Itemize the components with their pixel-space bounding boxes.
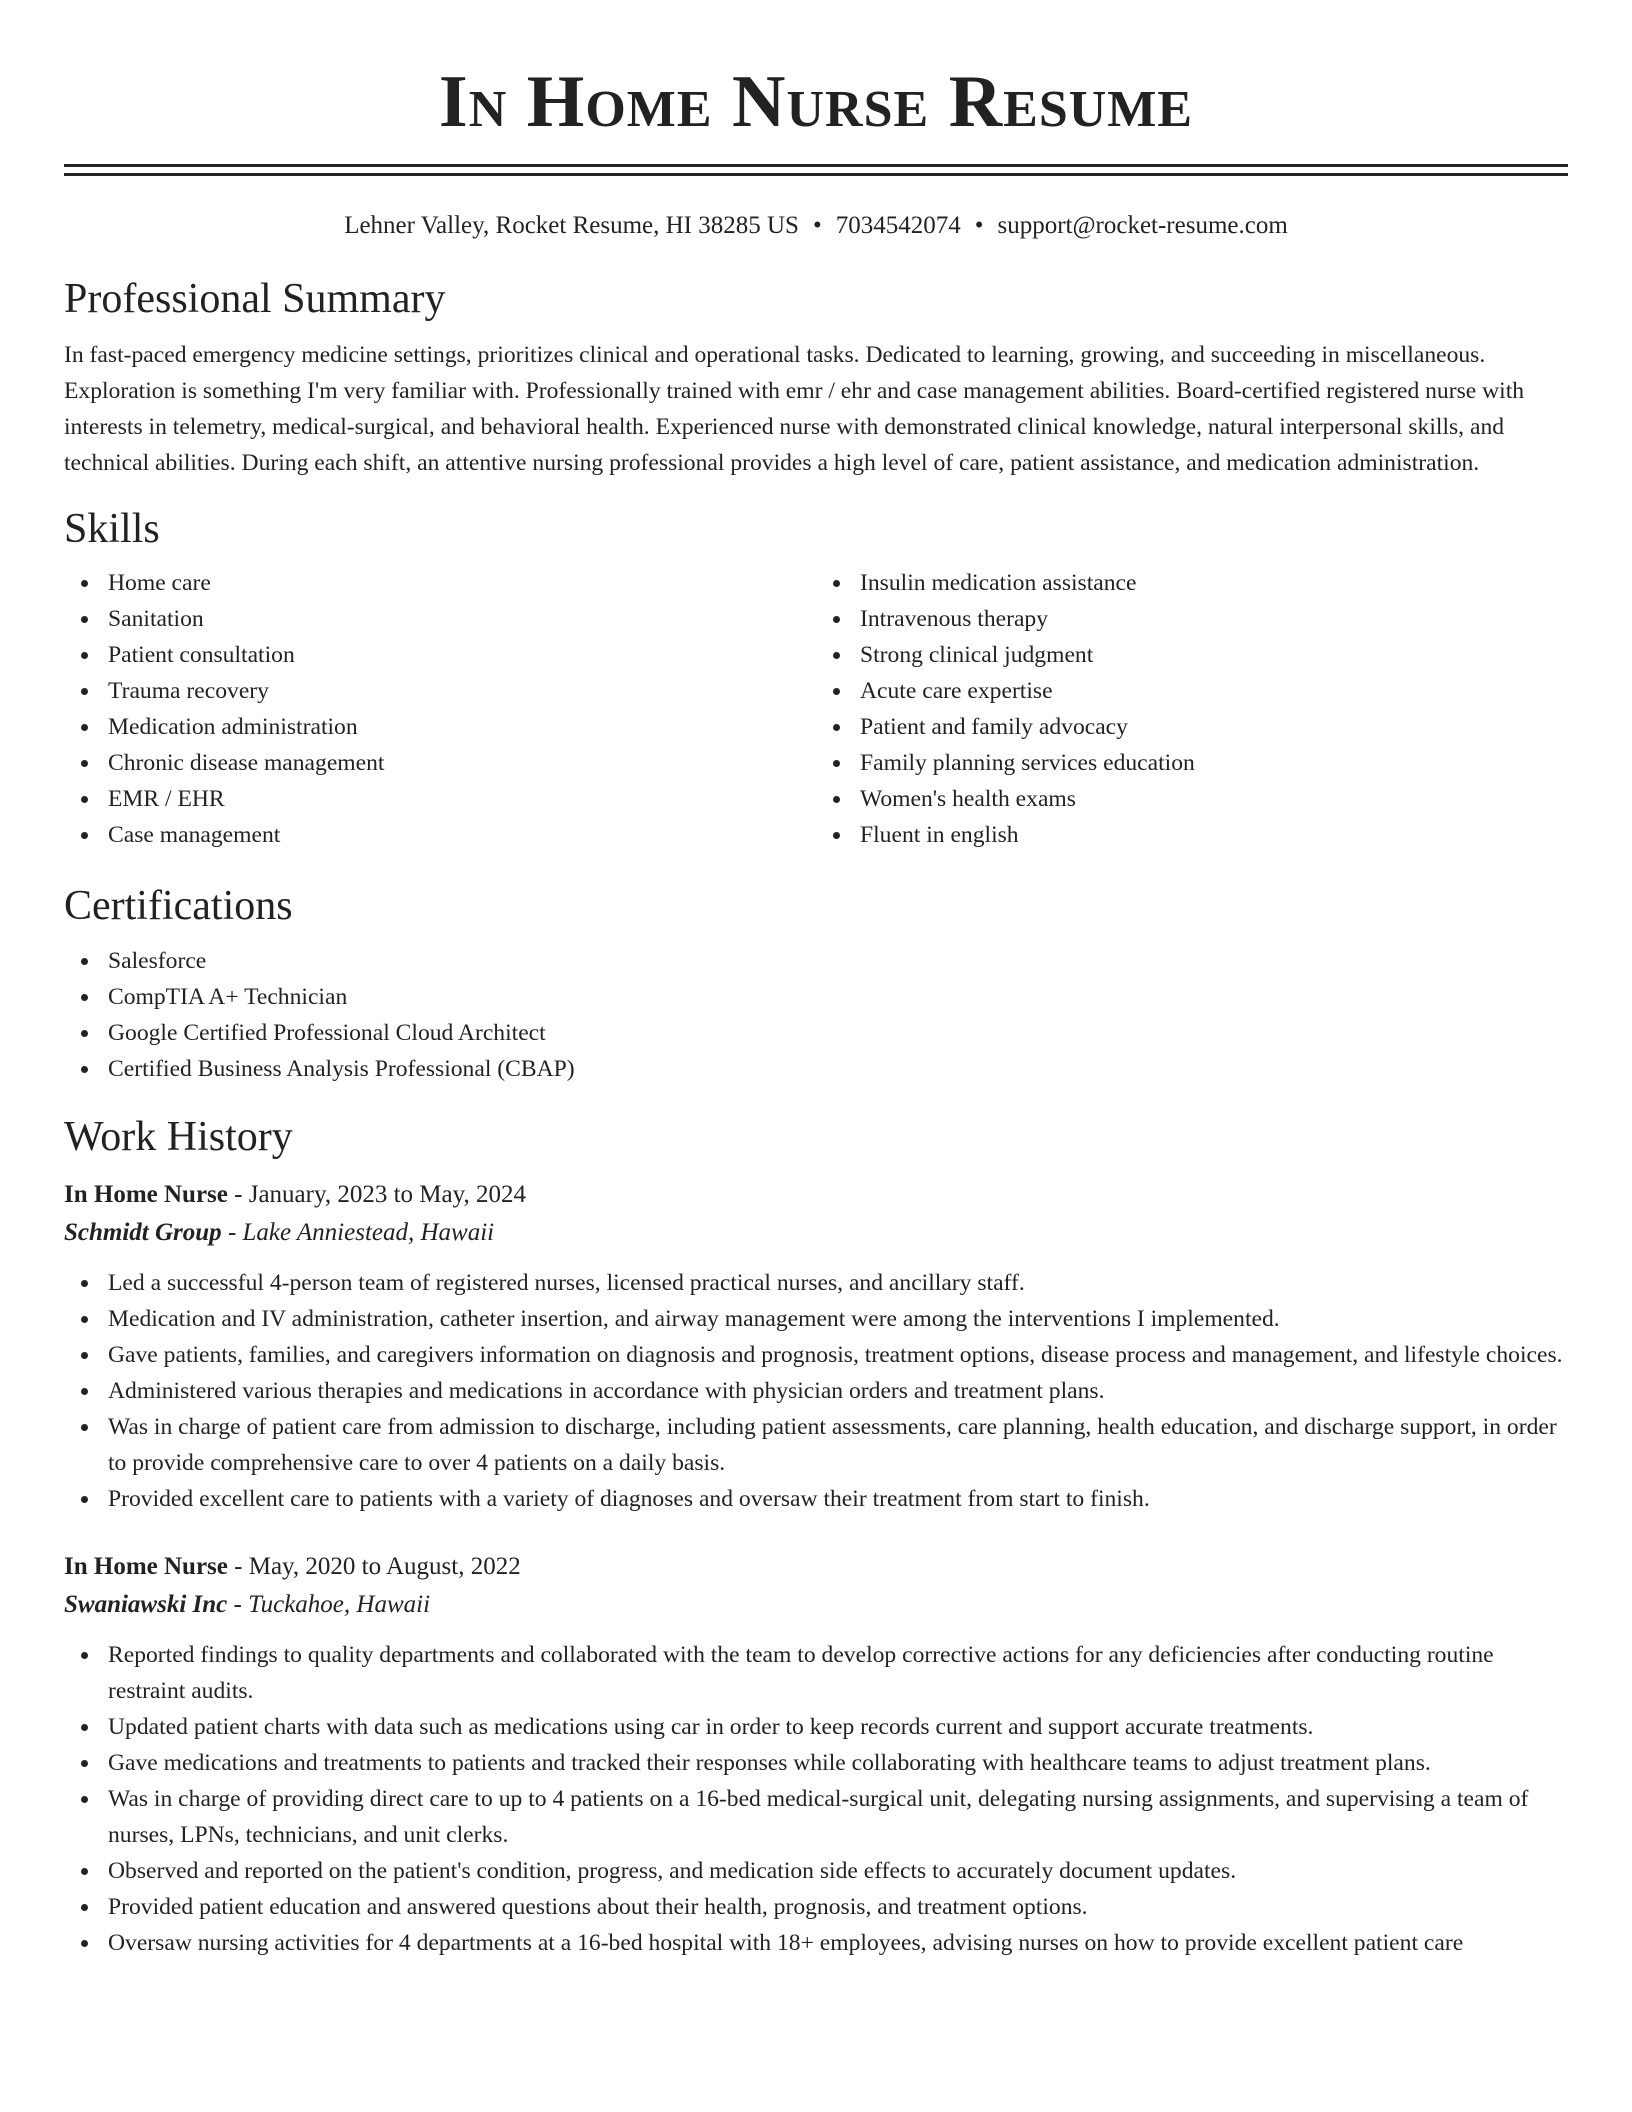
summary-heading: Professional Summary: [64, 276, 446, 322]
skill-item: Case management: [64, 817, 816, 853]
job-bullet: Led a successful 4-person team of registered nurses, licensed practical nurses, and ancillary staff.: [64, 1265, 1568, 1301]
certification-item: Google Certified Professional Cloud Architect: [64, 1015, 1568, 1051]
job-bullet: Observed and reported on the patient's condition, progress, and medication side effects to accurately document updates.: [64, 1853, 1568, 1889]
skill-item: Chronic disease management: [64, 745, 816, 781]
job-dates: - May, 2020 to August, 2022: [227, 1553, 521, 1580]
resume-title: In Home Nurse Resume: [438, 61, 1194, 143]
skills-list: [64, 565, 1568, 853]
job-bullet: Provided patient education and answered questions about their health, prognosis, and treatment options.: [64, 1889, 1568, 1925]
job-bullet: Medication and IV administration, catheter insertion, and airway management were among the interventions I implemented.: [64, 1301, 1568, 1337]
contact-separator: •: [974, 212, 984, 239]
skill-item: Patient consultation: [64, 637, 816, 673]
job-location: - Tuckahoe, Hawaii: [227, 1591, 431, 1618]
certification-item: Certified Business Analysis Professional (CBAP): [64, 1051, 1568, 1087]
skills-column-left: [64, 565, 816, 853]
job-title-line: [64, 1176, 1568, 1214]
skill-item: Intravenous therapy: [816, 601, 1568, 637]
skills-column-right: [816, 565, 1568, 853]
contact-separator: •: [812, 212, 822, 239]
skill-item: Strong clinical judgment: [816, 637, 1568, 673]
job-company: Schmidt Group: [64, 1219, 222, 1246]
certifications-heading: Certifications: [64, 883, 293, 929]
skill-item: Patient and family advocacy: [816, 709, 1568, 745]
contact-address: Lehner Valley, Rocket Resume, HI 38285 US: [344, 212, 799, 239]
certification-item: Salesforce: [64, 943, 1568, 979]
skills-heading: Skills: [64, 506, 160, 552]
summary-text: In fast-paced emergency medicine settings, prioritizes clinical and operational tasks. Dedicated to learning, growing, and succeeding in miscellaneous. Exploration is something I'm very familiar with. Professionally trained with emr / ehr and case management abilities. Board-certified registered nurse with interests in telemetry, medical-surgical, and behavioral health. Experienced nurse with demonstrated clinical knowledge, natural interpersonal skills, and technical abilities. During each shift, an attentive nursing professional provides a high level of care, patient assistance, and medication administration.: [64, 342, 1525, 476]
skill-item: Sanitation: [64, 601, 816, 637]
contact-line: [64, 210, 1568, 242]
work-history-heading: Work History: [64, 1114, 293, 1160]
skill-item: EMR / EHR: [64, 781, 816, 817]
certifications-list: [64, 943, 1568, 1087]
job-bullet: Was in charge of providing direct care to up to 4 patients on a 16-bed medical-surgical unit, delegating nursing assignments, and supervising a team of nurses, LPNs, technicians, and unit clerks.: [64, 1781, 1568, 1853]
skill-item: Insulin medication assistance: [816, 565, 1568, 601]
job-location: - Lake Anniestead, Hawaii: [221, 1219, 495, 1246]
skill-item: Medication administration: [64, 709, 816, 745]
job-bullets: [64, 1265, 1568, 1517]
certification-item: CompTIA A+ Technician: [64, 979, 1568, 1015]
skill-item: Family planning services education: [816, 745, 1568, 781]
title-divider-bottom: [64, 173, 1568, 176]
job-bullet: Updated patient charts with data such as medications using car in order to keep records current and support accurate treatments.: [64, 1709, 1568, 1745]
job-entry: [64, 1176, 1568, 1517]
skill-item: Trauma recovery: [64, 673, 816, 709]
job-bullet: Was in charge of patient care from admission to discharge, including patient assessments, care planning, health education, and discharge support, in order to provide comprehensive care to over 4 patients on a daily basis.: [64, 1409, 1568, 1481]
job-bullet: Oversaw nursing activities for 4 departments at a 16-bed hospital with 18+ employees, advising nurses on how to provide excellent patient care: [64, 1925, 1568, 1961]
skill-item: Women's health exams: [816, 781, 1568, 817]
contact-email: support@rocket-resume.com: [997, 212, 1288, 239]
job-company-line: [64, 1586, 1568, 1624]
title-divider-top: [64, 164, 1568, 167]
job-entry: [64, 1548, 1568, 1961]
job-company-line: [64, 1214, 1568, 1252]
job-title-line: [64, 1548, 1568, 1586]
job-bullet: Reported findings to quality departments and collaborated with the team to develop corrective actions for any deficiencies after conducting routine restraint audits.: [64, 1637, 1568, 1709]
skill-item: Home care: [64, 565, 816, 601]
job-bullets: [64, 1637, 1568, 1961]
job-bullet: Administered various therapies and medications in accordance with physician orders and treatment plans.: [64, 1373, 1568, 1409]
job-dates: - January, 2023 to May, 2024: [227, 1181, 526, 1208]
job-bullet: Provided excellent care to patients with a variety of diagnoses and oversaw their treatment from start to finish.: [64, 1481, 1568, 1517]
skill-item: Fluent in english: [816, 817, 1568, 853]
job-company: Swaniawski Inc: [64, 1591, 228, 1618]
contact-phone: 7034542074: [835, 212, 961, 239]
job-role: In Home Nurse: [64, 1553, 228, 1580]
skill-item: Acute care expertise: [816, 673, 1568, 709]
job-role: In Home Nurse: [64, 1181, 228, 1208]
job-bullet: Gave patients, families, and caregivers information on diagnosis and prognosis, treatment options, disease process and management, and lifestyle choices.: [64, 1337, 1568, 1373]
job-bullet: Gave medications and treatments to patients and tracked their responses while collaborating with healthcare teams to adjust treatment plans.: [64, 1745, 1568, 1781]
